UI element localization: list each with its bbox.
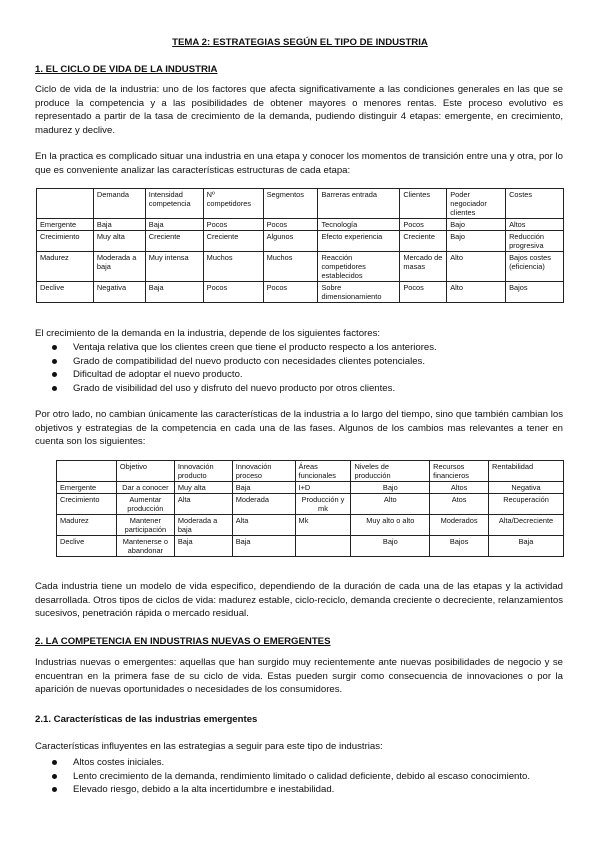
table-cell: Mantenerse o abandonar (116, 536, 174, 557)
table-cell: Dar a conocer (116, 482, 174, 494)
bullet-icon (52, 386, 57, 391)
page-title: TEMA 2: ESTRATEGIAS SEGÚN EL TIPO DE INDUSTRIA (172, 37, 428, 48)
table2-header: Áreas funcionales (295, 461, 351, 482)
section2-sub-heading: 2.1. Características de las industrias emergentes (35, 714, 258, 725)
section2-para1: Industrias nuevas o emergentes: aquellas que han surgido muy recientemente ante nuevas posibilidades de negocio y se encuentran en la primera fase de su ciclo de vida. Estas pueden surgir como consecuencia de innovaciones o por la aparición de nuevas oportunidades o necesidades de los consumidores. (35, 657, 563, 696)
table-cell: Moderada a baja (93, 252, 145, 282)
table1-header: Demanda (93, 189, 145, 219)
table-cell: Alta (174, 494, 232, 515)
table-cell: Sobre dimensionamiento (318, 282, 400, 303)
lifecycle-characteristics-table (36, 188, 564, 303)
table1-header: Costes (506, 189, 564, 219)
table2-header: Rentabilidad (489, 461, 564, 482)
table-cell: Negativa (93, 282, 145, 303)
demand-factors-list (35, 341, 563, 395)
table-cell: Aumentar producción (116, 494, 174, 515)
table-cell: Mk (295, 515, 351, 536)
list-item (35, 756, 563, 770)
table-cell: Bajos (430, 536, 489, 557)
table1-header: Clientes (400, 189, 447, 219)
table-cell: Pocos (263, 282, 318, 303)
table-cell: Creciente (145, 231, 203, 252)
table-cell: Emergente (37, 219, 94, 231)
table-cell: Muchos (203, 252, 263, 282)
table-cell: Pocos (263, 219, 318, 231)
list-item (35, 382, 563, 396)
table-cell: Declive (57, 536, 117, 557)
table2-header: Objetivo (116, 461, 174, 482)
table-cell: Producción y mk (295, 494, 351, 515)
table-cell: Muchos (263, 252, 318, 282)
table-cell: Moderada (232, 494, 295, 515)
table1-header: Poder negociador clientes (447, 189, 506, 219)
table-cell: Crecimiento (57, 494, 117, 515)
table-cell: Alta (232, 515, 295, 536)
table-cell: Muy intensa (145, 252, 203, 282)
table2-header: Innovación proceso (232, 461, 295, 482)
table-cell: Pocos (400, 282, 447, 303)
table-cell: Alto (447, 252, 506, 282)
table-cell: Muy alta (93, 231, 145, 252)
table1-header: Barreras entrada (318, 189, 400, 219)
list-item (35, 783, 563, 797)
table-cell: Baja (489, 536, 564, 557)
list-item-text: Altos costes iniciales. (73, 757, 165, 768)
section1-para3: El crecimiento de la demanda en la industria, depende de los siguientes factores: (35, 328, 381, 339)
table-cell: Bajos (506, 282, 564, 303)
table1-header-row (37, 189, 564, 219)
table-cell: Madurez (57, 515, 117, 536)
table-cell: Pocos (203, 282, 263, 303)
table2-header: Innovación producto (174, 461, 232, 482)
table-cell: Altos (430, 482, 489, 494)
table-row (57, 536, 564, 557)
table-cell: Declive (37, 282, 94, 303)
table-cell: Alta/Decreciente (489, 515, 564, 536)
table-cell: Reacción competidores establecidos (318, 252, 400, 282)
table-cell: Pocos (203, 219, 263, 231)
table-cell: Atos (430, 494, 489, 515)
table1-header (37, 189, 94, 219)
list-item-text: Grado de visibilidad del uso y disfruto del nuevo producto por otros clientes. (73, 382, 396, 394)
list-item (35, 355, 563, 369)
bullet-icon (52, 760, 57, 765)
table-row (37, 282, 564, 303)
table-row (57, 494, 564, 515)
section1-heading: 1. EL CICLO DE VIDA DE LA INDUSTRIA (35, 64, 218, 75)
emerging-characteristics-list (35, 756, 563, 797)
table-cell: Altos (506, 219, 564, 231)
table-cell: Bajo (351, 482, 430, 494)
table-cell: Baja (174, 536, 232, 557)
table-cell: Reducción progresiva (506, 231, 564, 252)
section2-para2: Características influyentes en las estrategias a seguir para este tipo de industrias: (35, 741, 383, 752)
table-row (37, 219, 564, 231)
section1-para1: Ciclo de vida de la industria: uno de los factores que afecta significativamente a las condiciones generales en las que se produce la competencia y a las posibilidades de obtener mayores o menores rentas. Este proceso evolutivo es representado a partir de la tasa de crecimiento de la demanda, pudiendo distinguir 4 etapas: emergente, en crecimiento, madurez y declive. (35, 84, 563, 136)
table-cell: Baja (93, 219, 145, 231)
table-cell: Bajo (447, 219, 506, 231)
table-cell: Tecnología (318, 219, 400, 231)
section2-heading: 2. LA COMPETENCIA EN INDUSTRIAS NUEVAS O EMERGENTES (35, 636, 331, 647)
table-cell: Pocos (400, 219, 447, 231)
table2-header: Recursos financieros (430, 461, 489, 482)
bullet-icon (52, 345, 57, 350)
table-cell: Baja (232, 482, 295, 494)
table1-header: Segmentos (263, 189, 318, 219)
table-cell: Alto (351, 494, 430, 515)
section1-para5: Cada industria tiene un modelo de vida especifico, dependiendo de la duración de cada una de las etapas y la actividad desarrollada. Otros tipos de ciclos de vida: madurez estable, ciclo-reciclo, demanda creciente o decreciente, relanzamientos sucesivos, penetración rápida o mercado residual. (35, 581, 563, 620)
table-cell: Baja (145, 219, 203, 231)
table2-header (57, 461, 117, 482)
table-row (37, 231, 564, 252)
list-item-text: Lento crecimiento de la demanda, rendimiento limitado o calidad deficiente, debido al escaso conocimiento. (73, 770, 531, 782)
bullet-icon (52, 774, 57, 779)
table-cell: Bajo (351, 536, 430, 557)
table2-header-row (57, 461, 564, 482)
table-cell: Crecimiento (37, 231, 94, 252)
table-cell: Muy alta (174, 482, 232, 494)
table1-header: Intensidad competencia (145, 189, 203, 219)
table-cell: Negativa (489, 482, 564, 494)
lifecycle-strategy-table (56, 460, 564, 557)
table-row (57, 482, 564, 494)
table-cell: Recuperación (489, 494, 564, 515)
table2-header: Niveles de producción (351, 461, 430, 482)
list-item (35, 368, 563, 382)
table-cell (295, 536, 351, 557)
table-cell: Bajos costes (eficiencia) (506, 252, 564, 282)
table-cell: I+D (295, 482, 351, 494)
list-item (35, 770, 563, 784)
list-item (35, 341, 563, 355)
table-cell: Mercado de masas (400, 252, 447, 282)
table-row (37, 252, 564, 282)
table-cell: Moderados (430, 515, 489, 536)
list-item-text: Grado de compatibilidad del nuevo producto con necesidades clientes potenciales. (73, 355, 425, 367)
table-cell: Moderada a baja (174, 515, 232, 536)
table-cell: Baja (145, 282, 203, 303)
table-row (57, 515, 564, 536)
table-cell: Emergente (57, 482, 117, 494)
table-cell: Efecto experiencia (318, 231, 400, 252)
list-item-text: Ventaja relativa que los clientes creen que tiene el producto respecto a los anteriores. (73, 342, 437, 353)
section1-para4: Por otro lado, no cambian únicamente las características de la industria a lo largo del tiempo, sino que también cambian los objetivos y estrategias de la competencia en cada una de las fases. Algunos de los cambios mas relevantes a tener en cuenta son los siguientes: (35, 409, 563, 448)
table-cell: Mantener participación (116, 515, 174, 536)
table1-header: Nº competidores (203, 189, 263, 219)
section1-para2: En la practica es complicado situar una industria en una etapa y conocer los momentos de transición entre una y otra, por lo que es conveniente analizar las características estructuras de cada etapa: (35, 151, 563, 176)
table-cell: Creciente (400, 231, 447, 252)
list-item-text: Dificultad de adoptar el nuevo producto. (73, 369, 243, 381)
bullet-icon (52, 359, 57, 364)
table-cell: Baja (232, 536, 295, 557)
bullet-icon (52, 372, 57, 377)
table-cell: Muy alto o alto (351, 515, 430, 536)
table-cell: Creciente (203, 231, 263, 252)
table-cell: Alto (447, 282, 506, 303)
list-item-text: Elevado riesgo, debido a la alta incertidumbre e inestabilidad. (73, 784, 335, 796)
table-cell: Algunos (263, 231, 318, 252)
table-cell: Madurez (37, 252, 94, 282)
bullet-icon (52, 787, 57, 792)
table-cell: Bajo (447, 231, 506, 252)
